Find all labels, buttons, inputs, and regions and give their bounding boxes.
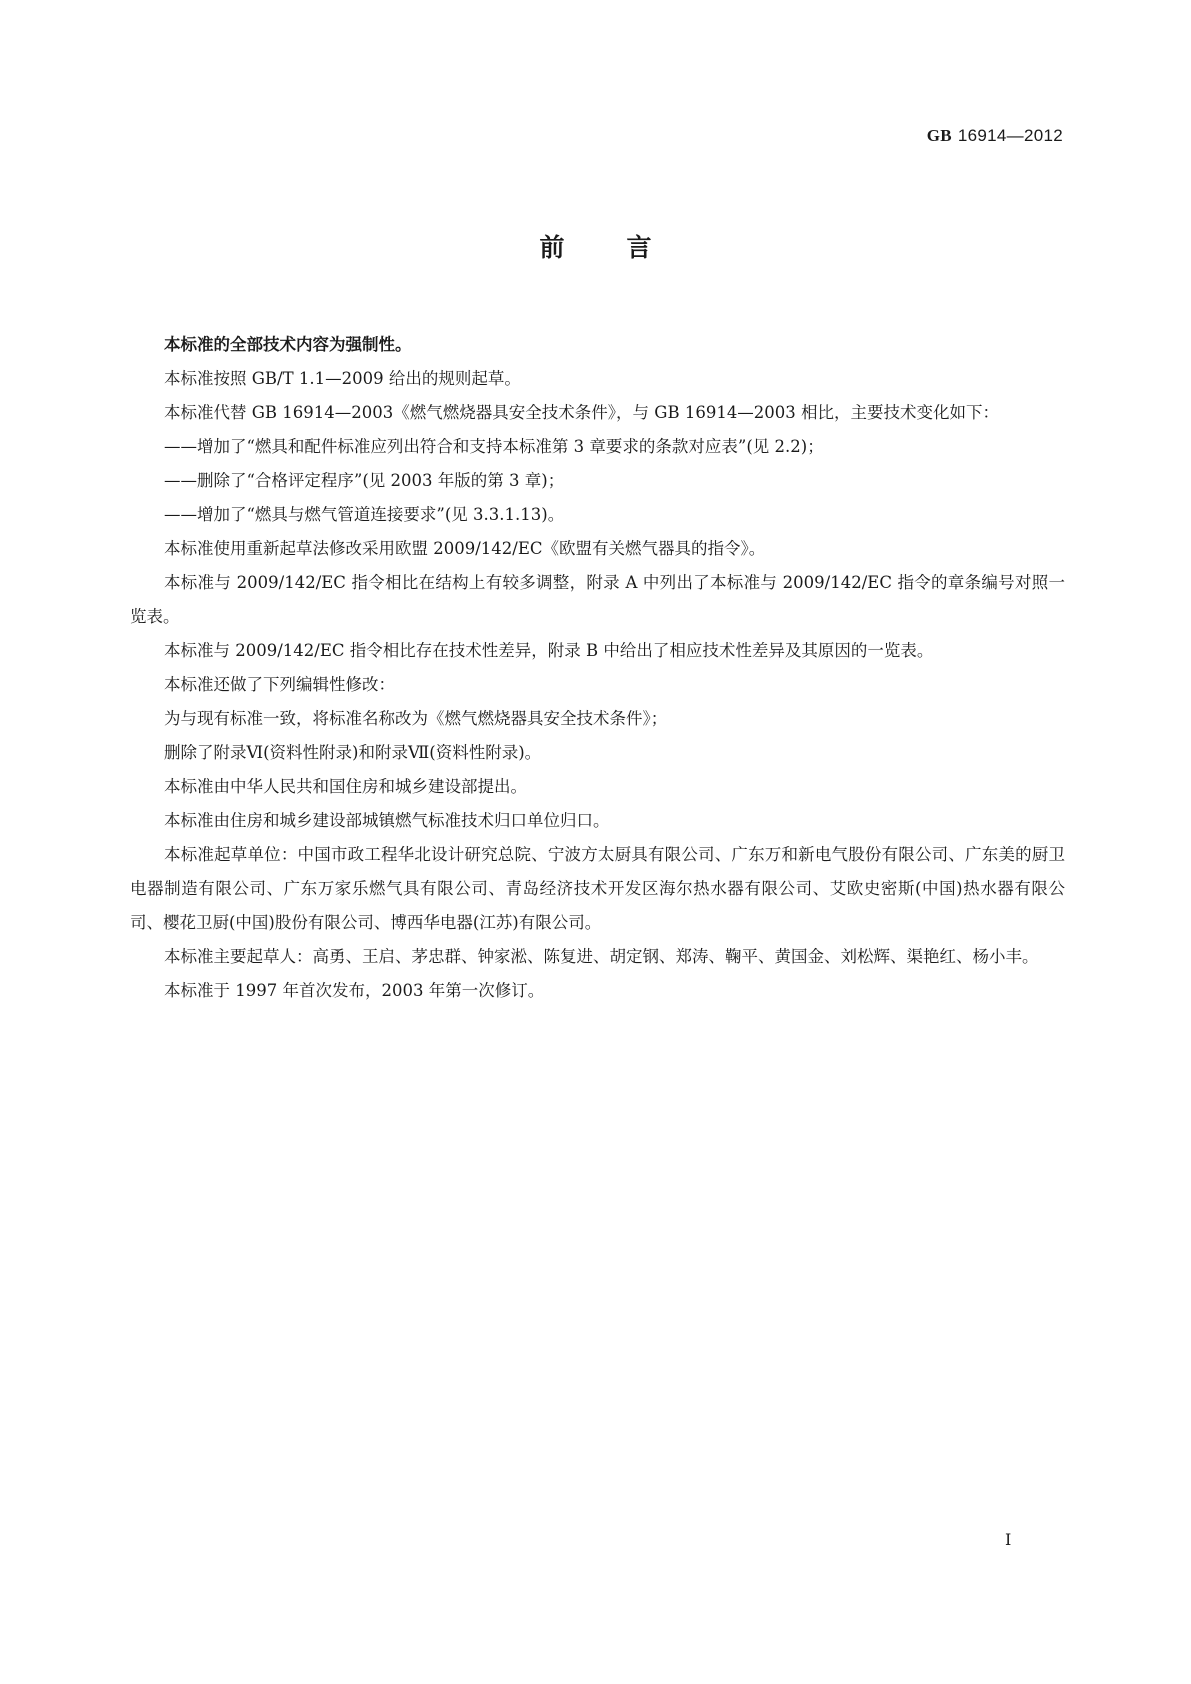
standard-code <box>927 126 1063 146</box>
foreword-body <box>130 328 1065 1008</box>
paragraph-drafting-rules: 本标准按照 GB/T 1.1—2009 给出的规则起草。 <box>164 369 521 388</box>
standard-number: 16914—2012 <box>957 126 1063 145</box>
standard-prefix: GB <box>926 126 952 145</box>
paragraph-replaces: 本标准代替 GB 16914—2003《燃气燃烧器具安全技术条件》，与 GB 16914—2003 相比，主要技术变化如下： <box>164 403 1000 422</box>
paragraph-drafters: 本标准主要起草人：高勇、王启、茅忠群、钟家淞、陈复进、胡定钢、郑涛、鞠平、黄国金、刘松辉、渠艳红、杨小丰。 <box>164 947 1039 966</box>
editorial-item: 为与现有标准一致，将标准名称改为《燃气燃烧器具安全技术条件》； <box>164 709 668 728</box>
paragraph-mandatory: 本标准的全部技术内容为强制性。 <box>164 335 412 354</box>
paragraph-annex-a: 本标准与 2009/142/EC 指令相比在结构上有较多调整，附录 A 中列出了本标准与 2009/142/EC 指令的章条编号对照一览表。 <box>130 573 1065 626</box>
paragraph-proposed-by: 本标准由中华人民共和国住房和城乡建设部提出。 <box>164 777 527 796</box>
paragraph-history: 本标准于 1997 年首次发布，2003 年第一次修订。 <box>164 981 545 1000</box>
change-item: ——增加了“燃具和配件标准应列出符合和支持本标准第 3 章要求的条款对应表”(见 2.2)； <box>164 437 824 456</box>
paragraph-editorial: 本标准还做了下列编辑性修改： <box>164 675 395 694</box>
paragraph-adoption: 本标准使用重新起草法修改采用欧盟 2009/142/EC《欧盟有关燃气器具的指令》。 <box>164 539 766 558</box>
change-item: ——增加了“燃具与燃气管道连接要求”(见 3.3.1.13)。 <box>164 505 565 524</box>
paragraph-annex-b: 本标准与 2009/142/EC 指令相比存在技术性差异，附录 B 中给出了相应技术性差异及其原因的一览表。 <box>164 641 934 660</box>
editorial-item: 删除了附录Ⅵ(资料性附录)和附录Ⅶ(资料性附录)。 <box>164 743 542 762</box>
paragraph-drafting-units: 本标准起草单位：中国市政工程华北设计研究总院、宁波方太厨具有限公司、广东万和新电气股份有限公司、广东美的厨卫电器制造有限公司、广东万家乐燃气具有限公司、青岛经济技术开发区海尔热水器有限公司、艾欧史密斯(中国)热水器有限公司、樱花卫厨(中国)股份有限公司、博西华电器(江苏)有限公司。 <box>130 845 1065 932</box>
change-item: ——删除了“合格评定程序”(见 2003 年版的第 3 章)； <box>164 471 565 490</box>
page-number: I <box>1005 1530 1012 1549</box>
page-title: 前言 <box>539 233 714 262</box>
paragraph-centralized-by: 本标准由住房和城乡建设部城镇燃气标准技术归口单位归口。 <box>164 811 610 830</box>
